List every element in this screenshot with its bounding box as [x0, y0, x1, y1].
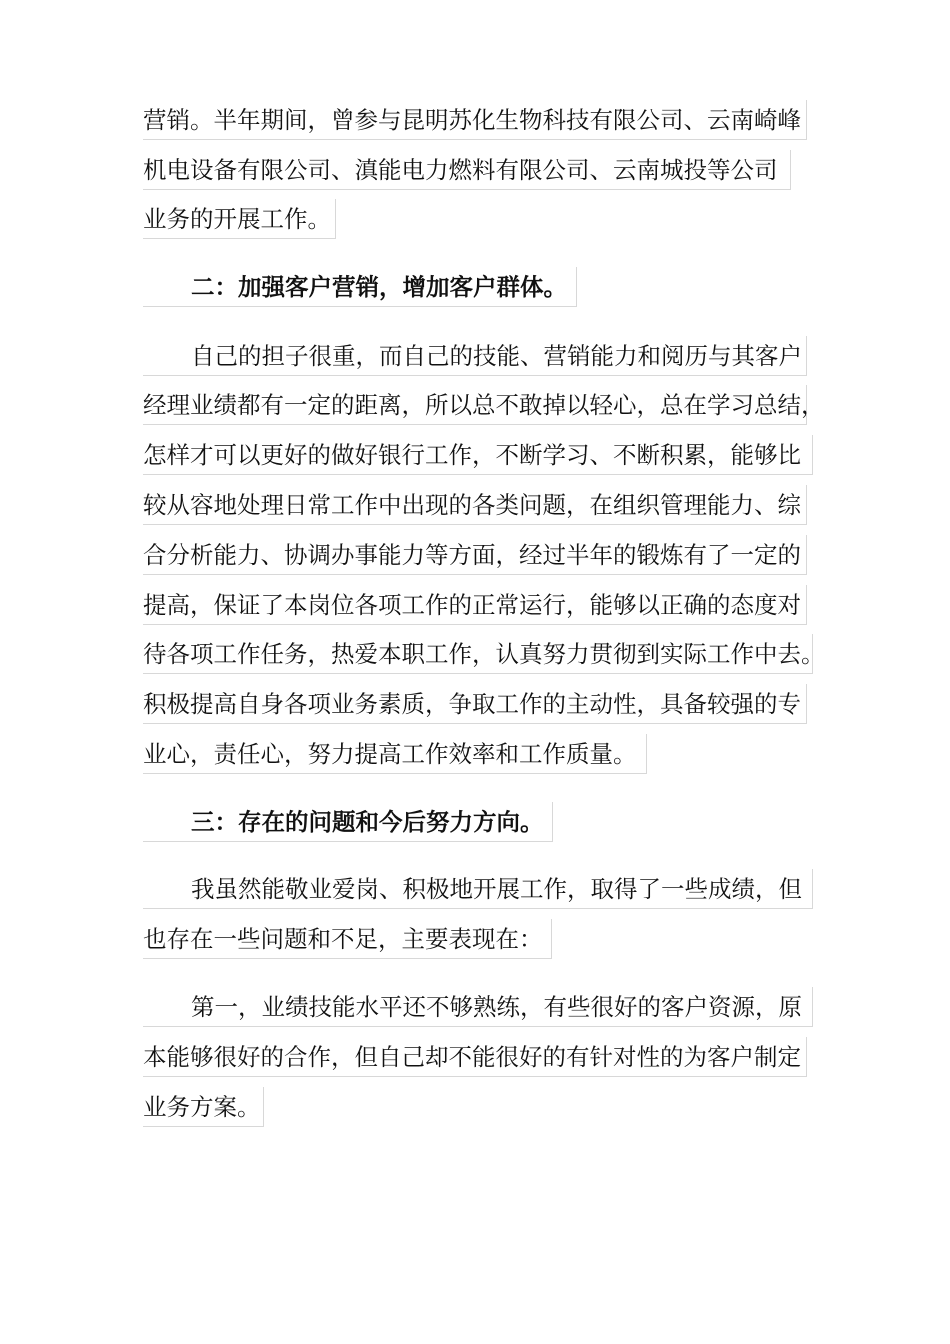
section-heading: 二：加强客户营销，增加客户群体。 — [143, 267, 577, 307]
paragraph-line: 我虽然能敬业爱岗、积极地开展工作，取得了一些成绩，但 — [143, 869, 813, 909]
paragraph-line: 自己的担子很重，而自己的技能、营销能力和阅历与其客户 — [143, 336, 807, 376]
paragraph-line: 怎样才可以更好的做好银行工作，不断学习、不断积累，能够比 — [143, 435, 813, 475]
paragraph-line: 业务方案。 — [143, 1087, 264, 1127]
paragraph-line: 营销。半年期间，曾参与昆明苏化生物科技有限公司、云南崎峰 — [143, 100, 807, 140]
paragraph-line: 业心，责任心，努力提高工作效率和工作质量。 — [143, 734, 647, 774]
paragraph-line: 较从容地处理日常工作中出现的各类问题，在组织管理能力、综 — [143, 485, 807, 525]
paragraph-line: 合分析能力、协调办事能力等方面，经过半年的锻炼有了一定的 — [143, 535, 807, 575]
paragraph-line: 待各项工作任务，热爱本职工作，认真努力贯彻到实际工作中去。 — [143, 634, 813, 674]
section-heading: 三：存在的问题和今后努力方向。 — [143, 802, 553, 842]
paragraph-line: 也存在一些问题和不足，主要表现在： — [143, 919, 552, 959]
paragraph-line: 机电设备有限公司、滇能电力燃料有限公司、云南城投等公司 — [143, 150, 791, 190]
paragraph-line: 提高，保证了本岗位各项工作的正常运行，能够以正确的态度对 — [143, 585, 807, 625]
paragraph-line: 第一，业绩技能水平还不够熟练，有些很好的客户资源，原 — [143, 987, 813, 1027]
paragraph-line: 积极提高自身各项业务素质，争取工作的主动性，具备较强的专 — [143, 684, 807, 724]
paragraph-line: 本能够很好的合作，但自己却不能很好的有针对性的为客户制定 — [143, 1037, 807, 1077]
paragraph-line: 业务的开展工作。 — [143, 199, 336, 239]
paragraph-line: 经理业绩都有一定的距离，所以总不敢掉以轻心，总在学习总结， — [143, 385, 807, 425]
